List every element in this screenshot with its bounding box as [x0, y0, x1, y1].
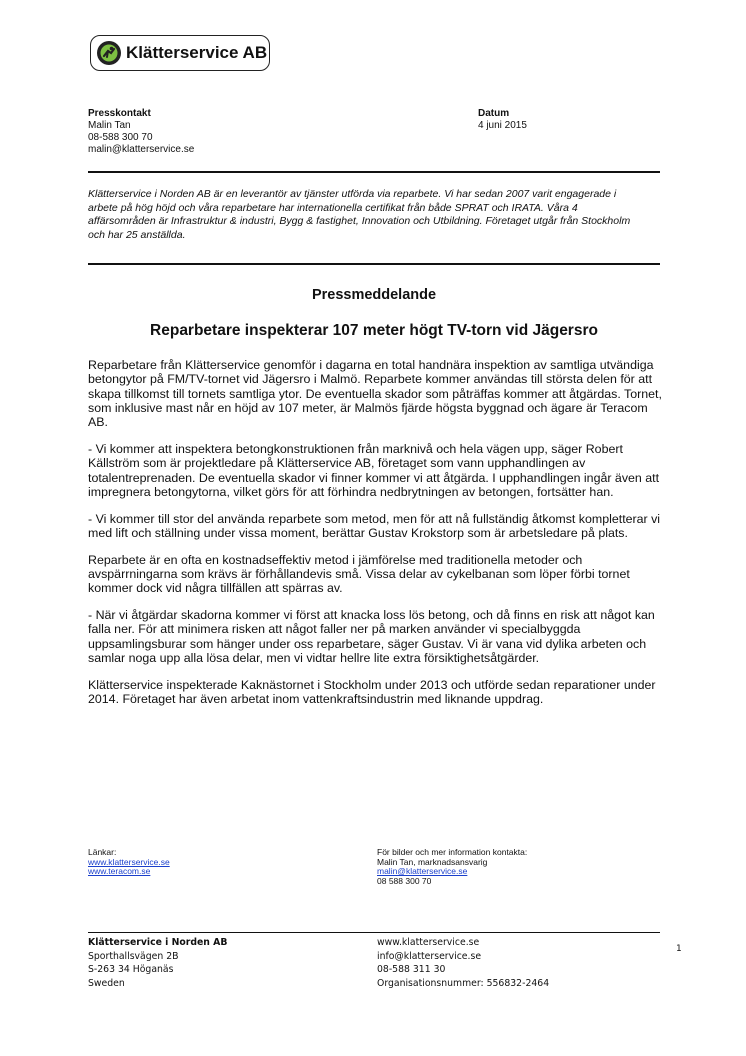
document-kicker: Pressmeddelande — [311, 287, 437, 303]
more-info-email-link[interactable]: malin@klatterservice.se — [377, 866, 468, 876]
page-number: 1 — [676, 944, 682, 954]
paragraph: - När vi åtgärdar skadorna kommer vi först att knacka loss lös betong, och då finns en risk att något kan falla ner. För att minimera risken att något faller ner på marken använder vi specialbyggda uppsamlingsburar som hänger under oss reparbetare, säger Gustav. Vi är vana vid dylika arbeten och samlar noga upp alla lösa delar, men vi vidtar hellre lite extra försiktighetsåtgärder. — [88, 608, 655, 666]
footer-country: Sweden — [88, 977, 125, 989]
more-info-name: Malin Tan, marknadsansvarig — [377, 856, 488, 867]
footer-company: Klätterservice i Norden AB — [88, 937, 228, 948]
footer-contact — [377, 936, 549, 990]
press-contact — [88, 108, 194, 156]
article-body — [88, 358, 663, 719]
more-info-block — [377, 848, 527, 886]
divider-top — [88, 171, 660, 173]
footer-divider — [88, 932, 660, 933]
paragraph: - Vi kommer att inspektera betongkonstruktionen från marknivå och hela vägen upp, säger Robert Källström som är projektledare på Klätterservice AB, företaget som vann upphandlingen av totalentreprenaden. De eventuella skador vi finner kommer vi att åtgärda. I upphandlingen ingår även att impregnera betongytorna, vilket görs för att förhindra nedbrytningen av betongen, fortsätter han. — [88, 441, 660, 499]
footer-org-number: Organisationsnummer: 556832-2464 — [377, 977, 550, 989]
link-teracom[interactable]: www.teracom.se — [88, 866, 151, 876]
footer-address — [88, 936, 227, 990]
more-info-heading: För bilder och mer information kontakta: — [377, 847, 528, 857]
footer-email: info@klatterservice.se — [377, 950, 482, 962]
paragraph: - Vi kommer till stor del använda reparbete som metod, men för att nå fullständig åtkomst kompletterar vi med lift och ställning under vissa moment, berättar Gustav Krokstorp som är arbetsledare på plats. — [88, 511, 661, 540]
logo-text: Klätterservice AB — [126, 43, 268, 62]
headline: Reparbetare inspekterar 107 meter högt TV-torn vid Jägersro — [150, 322, 598, 339]
footer-city: S-263 34 Höganäs — [88, 964, 174, 976]
company-logo — [90, 35, 270, 71]
date-heading: Datum — [478, 108, 510, 119]
footer-street: Sporthallsvägen 2B — [88, 950, 179, 962]
link-klatterservice[interactable]: www.klatterservice.se — [88, 856, 170, 867]
contact-email: malin@klatterservice.se — [88, 144, 195, 155]
paragraph: Klätterservice inspekterade Kaknästornet i Stockholm under 2013 och utförde sedan reparationer under 2014. Företaget har även arbetat inom vattenkraftsindustrin med liknande uppdrag. — [88, 677, 656, 707]
paragraph: Reparbete är en ofta en kostnadseffektiv metod i jämförelse med traditionella metoder och avspärrningarna som krävs är förhållandevis små. Vissa delar av cykelbanan som löper förbi tornet kommer dock vid några tillfällen att spärras av. — [88, 552, 630, 596]
contact-name: Malin Tan — [88, 120, 131, 131]
climber-logo-icon — [96, 40, 122, 66]
more-info-phone: 08 588 300 70 — [377, 875, 432, 886]
footer-web: www.klatterservice.se — [377, 937, 480, 948]
paragraph: Reparbetare från Klätterservice genomför i dagarna en total handnära inspektion av samtliga utvändiga betongytor på FM/TV-tornet vid Jägersro i Malmö. Reparbete kommer användas till största delen för att skapa tillkomst till tornets samtliga ytor. De eventuella skador som påträffas kommer att åtgärdas. Tornet, som inklusive mast når en höjd av 107 meter, är Malmös fjärde högsta byggnad och ägare är Teracom AB. — [88, 358, 662, 430]
footer-phone: 08-588 311 30 — [377, 964, 446, 976]
links-block — [88, 848, 170, 877]
date-block — [478, 108, 527, 132]
links-heading: Länkar: — [88, 847, 117, 857]
company-description: Klätterservice i Norden AB är en leverantör av tjänster utförda via reparbete. Vi har sedan 2007 varit engagerade i arbete på hög höjd och våra reparbetare har internationella certifikat från både SPRAT och IRATA. Våra 4 affärsområden är Infrastruktur & industri, Bygg & fastighet, Innovation och Utbildning. Företaget utgår från Stockholm och har 25 anställda. — [88, 188, 631, 241]
divider-bottom — [88, 263, 660, 265]
date-value: 4 juni 2015 — [478, 120, 527, 131]
contact-phone: 08-588 300 70 — [88, 132, 153, 143]
press-contact-heading: Presskontakt — [88, 108, 151, 119]
